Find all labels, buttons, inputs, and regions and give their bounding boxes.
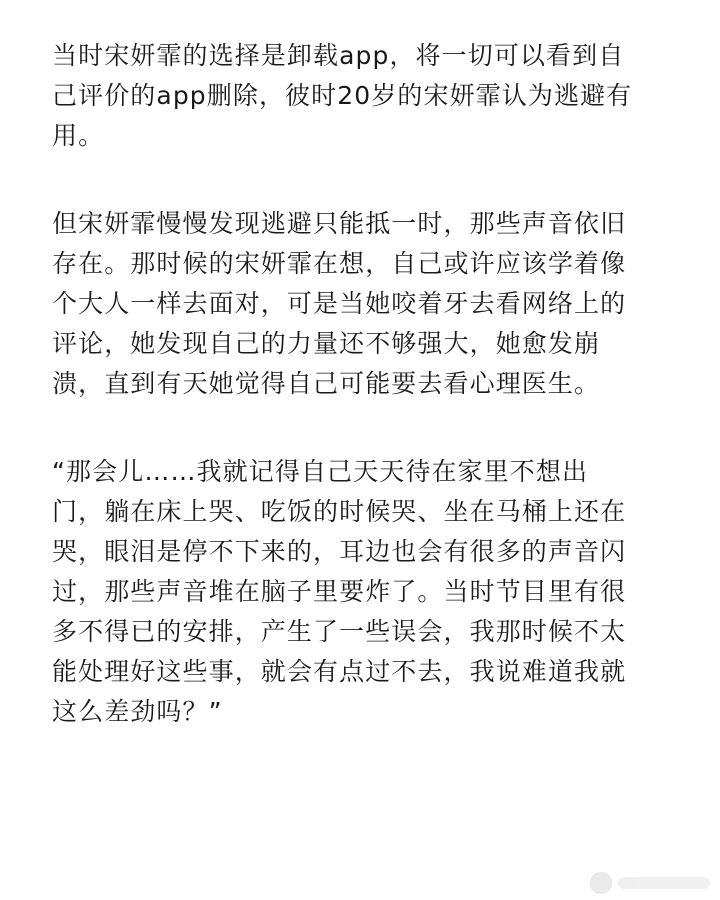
text-line: 用。 xyxy=(52,121,105,150)
text-line: 溃，直到有天她觉得自己可能要去看心理医生。 xyxy=(52,369,601,398)
text-line: 过，那些声音堆在脑子里要炸了。当时节目里有很 xyxy=(52,577,627,606)
text-line: 当时宋妍霏的选择是卸载app，将一切可以看到自 xyxy=(52,41,625,70)
text-line: 多不得已的安排，产生了一些误会，我那时候不太 xyxy=(52,617,627,646)
paragraph-3-quote xyxy=(52,452,676,732)
text-line: “那会儿……我就记得自己天天待在家里不想出 xyxy=(52,457,589,486)
paragraph-1 xyxy=(52,36,676,156)
text-line: 哭，眼泪是停不下来的，耳边也会有很多的声音闪 xyxy=(52,537,627,566)
article-body xyxy=(52,36,676,780)
paragraph-2 xyxy=(52,204,676,404)
text-line: 个大人一样去面对，可是当她咬着牙去看网络上的 xyxy=(52,289,627,318)
text-line: 己评价的app删除，彼时20岁的宋妍霏认为逃避有 xyxy=(52,81,633,110)
watermark-logo-icon xyxy=(590,872,612,894)
watermark xyxy=(590,872,710,894)
text-line: 能处理好这些事，就会有点过不去，我说难道我就 xyxy=(52,657,627,686)
text-line: 门，躺在床上哭、吃饭的时候哭、坐在马桶上还在 xyxy=(52,497,627,526)
text-line: 但宋妍霏慢慢发现逃避只能抵一时，那些声音依旧 xyxy=(52,209,627,238)
text-line: 评论，她发现自己的力量还不够强大，她愈发崩 xyxy=(52,329,601,358)
text-line: 存在。那时候的宋妍霏在想，自己或许应该学着像 xyxy=(52,249,627,278)
watermark-text-blur xyxy=(618,877,710,889)
text-line: 这么差劲吗？” xyxy=(52,697,223,726)
